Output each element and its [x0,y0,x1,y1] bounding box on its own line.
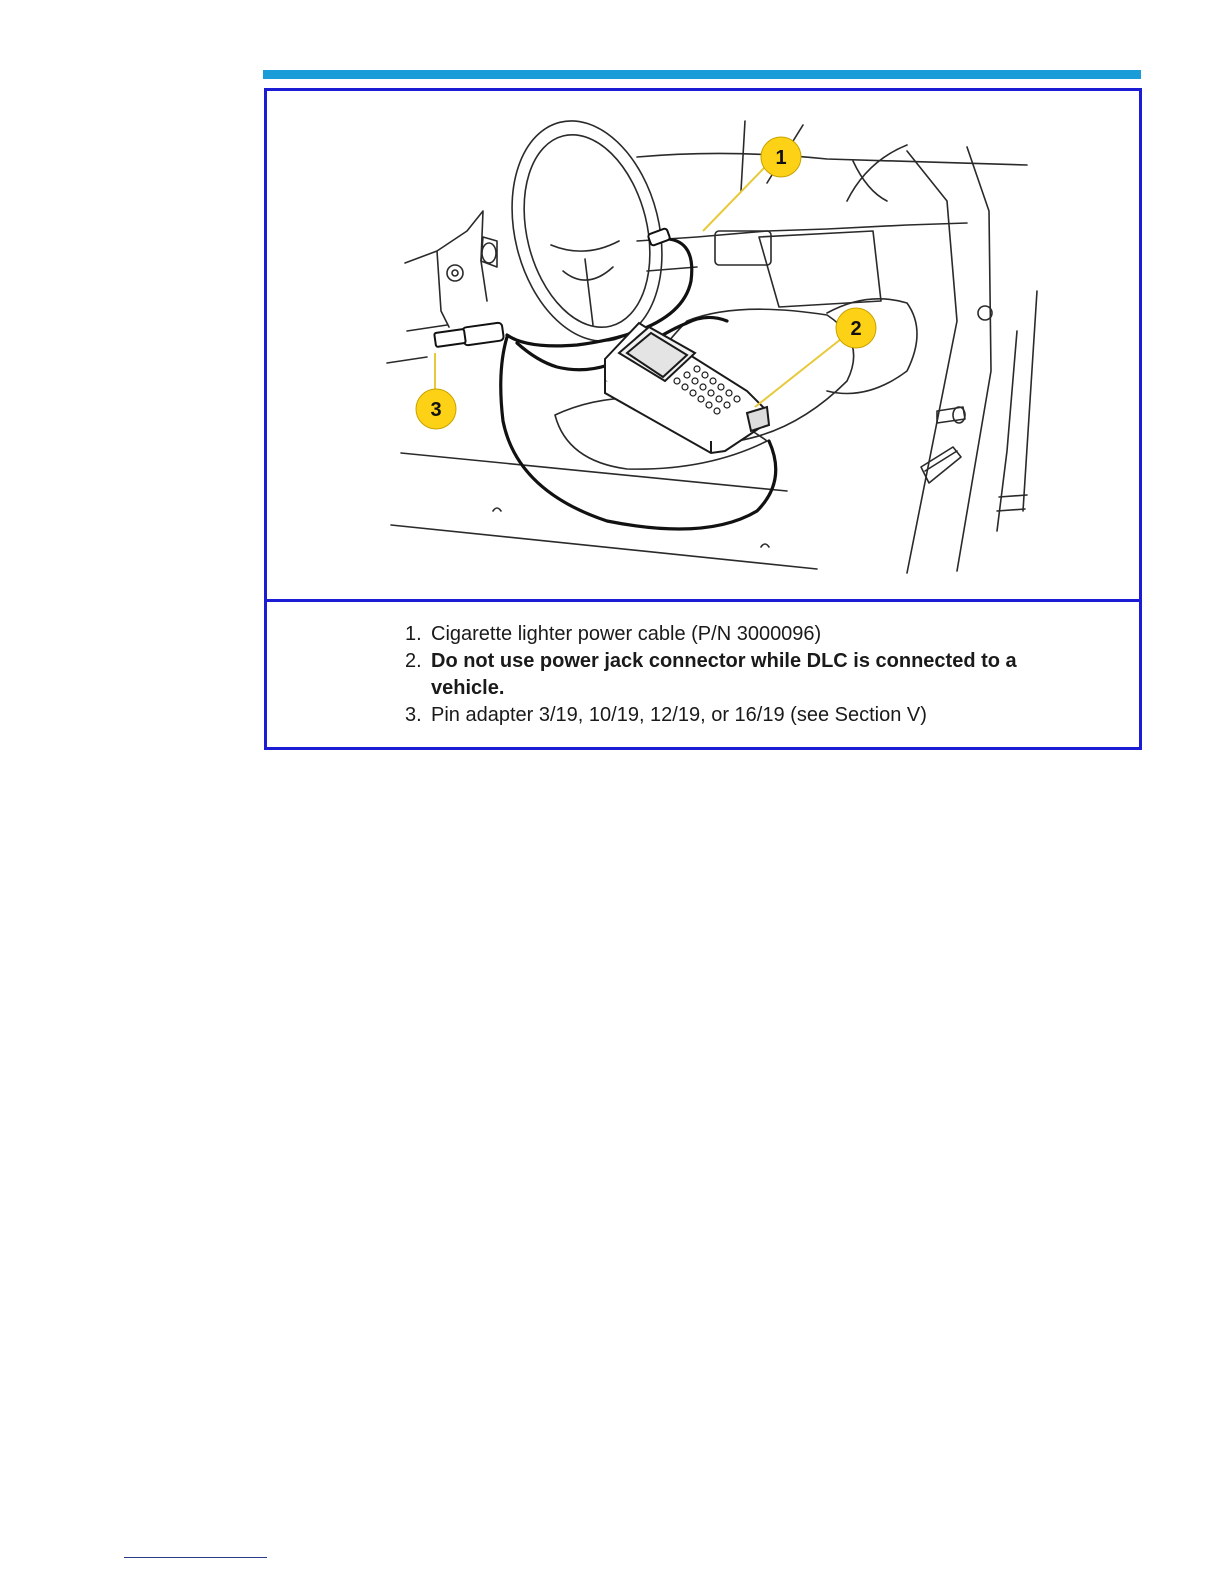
header-accent-rule [263,70,1141,79]
callout-1 [761,137,801,177]
figure-legend [405,621,1105,729]
legend-item-text: Cigarette lighter power cable (P/N 3000096) [431,623,822,645]
striker [937,407,965,423]
legend-item [405,648,1105,702]
dlc-connector [462,322,504,345]
kick-panel-line [387,357,427,363]
dashboard-top [637,153,1027,165]
lighter-plug [648,228,671,246]
pin-adapter [434,329,466,347]
glovebox [759,231,881,307]
ignition-knob [447,265,463,281]
legend-item [405,621,1105,648]
callout-2-label: 2 [850,318,862,340]
seat-back [827,299,917,394]
footnote-rule [124,1557,267,1558]
lighter-socket-knob [482,243,496,263]
figure-divider [267,599,1139,602]
callout-3-label: 3 [430,399,442,421]
a-pillar [405,211,487,301]
legend-item-number: 3. [405,704,422,726]
legend-item-text: Pin adapter 3/19, 10/19, 12/19, or 16/19 (see Section V) [431,704,927,726]
legend-item-text: Do not use power jack connector while DLC is connected to a vehicle. [431,650,1017,699]
callout-3 [416,389,456,429]
vehicle-connection-illustration [267,91,1139,599]
lower-dash-line [407,325,447,331]
legend-item [405,702,1105,729]
sill-line [391,525,817,569]
b-pillar [907,151,957,573]
callout-2 [836,308,876,348]
steering-wheel-outer [490,105,684,357]
legend-item-number: 2. [405,650,422,672]
figure-frame [264,88,1142,750]
line-art-drawing [267,91,1139,599]
steering-wheel-inner [505,121,669,340]
legend-item-number: 1. [405,623,422,645]
floor-line [401,453,787,491]
dash-edge [637,223,967,241]
callout-1-label: 1 [775,147,787,169]
